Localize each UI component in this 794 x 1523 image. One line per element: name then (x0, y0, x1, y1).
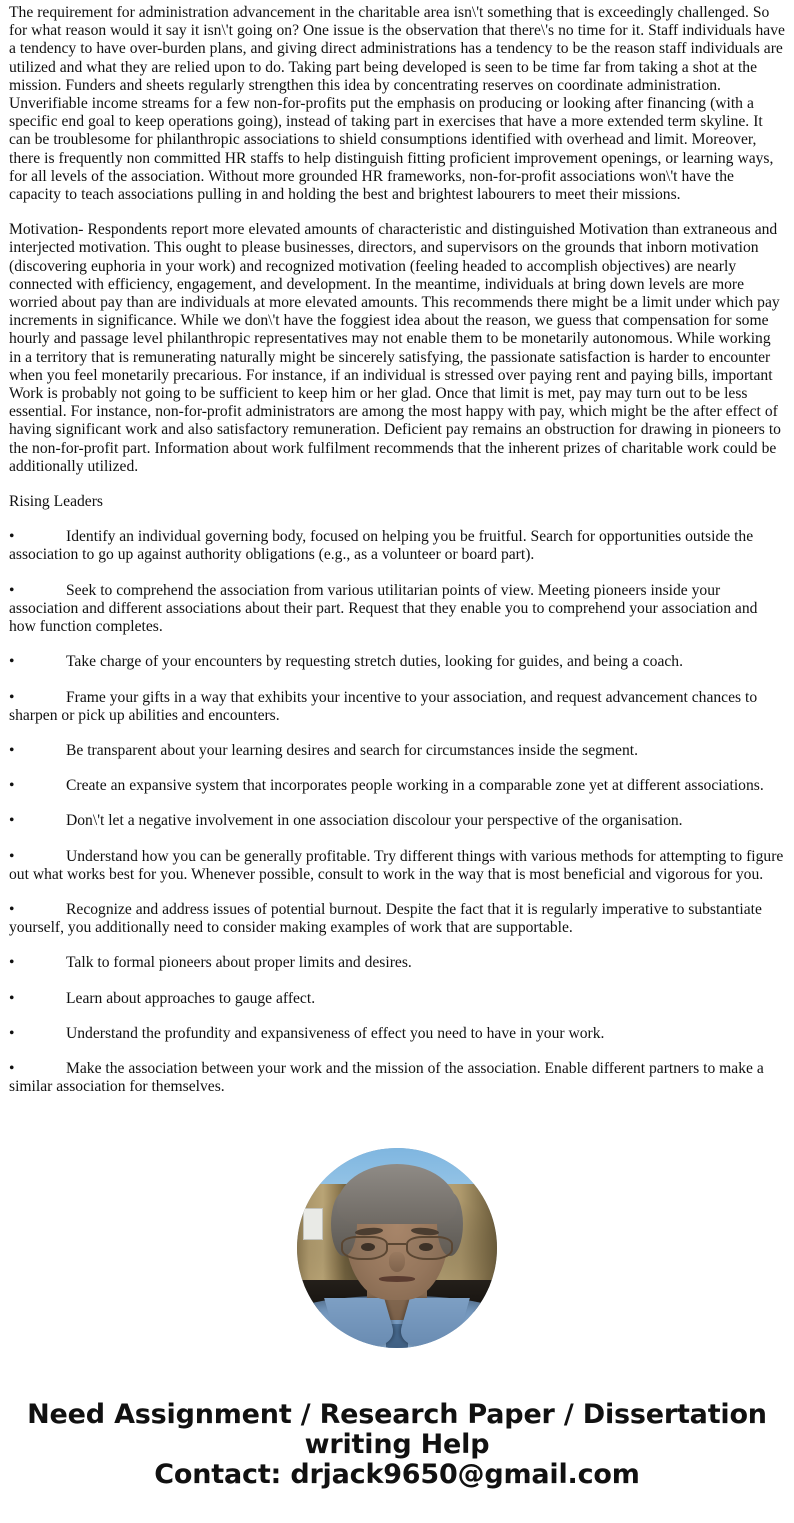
footer-line-2: writing Help (304, 1429, 490, 1461)
bullet-item-2 (9, 582, 785, 637)
bullet-text: Take charge of your encounters by requesting stretch duties, looking for guides, and being a coach. (66, 653, 683, 671)
photo-lens-right (406, 1236, 453, 1260)
bullet-item-5 (9, 742, 785, 760)
bullet-text: Make the association between your work and the mission of the association. Enable different partners to make a similar association for themselves. (9, 1059, 764, 1096)
bullet-text: Be transparent about your learning desires and search for circumstances inside the segment. (66, 741, 639, 759)
bullet-text: Seek to comprehend the association from various utilitarian points of view. Meeting pioneers inside your association and different associations about their part. Request that they enable you to comprehend your association and how function completes. (9, 581, 758, 636)
bullet-marker-icon: • (9, 528, 15, 546)
bullet-marker-icon: • (9, 581, 15, 599)
footer-headline (0, 1400, 794, 1490)
bullet-text: Understand the profundity and expansiveness of effect you need to have in your work. (66, 1024, 605, 1042)
bullet-marker-icon: • (9, 777, 15, 795)
bullet-text: Create an expansive system that incorporates people working in a comparable zone yet at different associations. (66, 777, 764, 795)
bullet-marker-icon: • (9, 989, 15, 1007)
bullet-item-7 (9, 812, 785, 830)
bullet-marker-icon: • (9, 900, 15, 918)
bullet-item-9 (9, 901, 785, 937)
bullet-item-1 (9, 528, 785, 564)
bullet-text: Learn about approaches to gauge affect. (66, 989, 316, 1007)
bullet-item-4 (9, 689, 785, 725)
bullet-marker-icon: • (9, 653, 15, 671)
bullet-marker-icon: • (9, 741, 15, 759)
bullet-text: Frame your gifts in a way that exhibits your incentive to your association, and request advancement chances to sharpen or pick up abilities and encounters. (9, 688, 758, 724)
photo-glasses-bridge (388, 1243, 406, 1245)
photo-mouth (379, 1276, 415, 1281)
bullet-text: Identify an individual governing body, focused on helping you be fruitful. Search for opportunities outside the association to go up against authority obligations (e.g., as a volunteer or board part). (9, 528, 754, 564)
bullet-marker-icon: • (9, 847, 15, 865)
bullet-item-13 (9, 1060, 785, 1096)
bullet-item-6 (9, 777, 785, 795)
author-photo-container (0, 1148, 794, 1348)
bullet-item-3 (9, 653, 785, 671)
bullet-marker-icon: • (9, 812, 15, 830)
footer-line-1: Need Assignment / Research Paper / Dissertation (27, 1399, 767, 1431)
photo-lens-left (341, 1236, 388, 1260)
bullet-marker-icon: • (9, 688, 15, 706)
section-heading-rising-leaders: Rising Leaders (9, 493, 103, 511)
bullet-item-8 (9, 848, 785, 884)
bullet-text: Don\'t let a negative involvement in one association discolour your perspective of the organisation. (66, 812, 683, 830)
bullet-marker-icon: • (9, 1059, 15, 1077)
bullet-text: Talk to formal pioneers about proper limits and desires. (66, 954, 412, 972)
footer-line-3-contact: Contact: drjack9650@gmail.com (154, 1459, 640, 1491)
paragraph-intro: The requirement for administration advancement in the charitable area isn\'t something that is exceedingly challenged. So for what reason would it say it isn\'t going on? One issue is the observation that there\'s no time for it. Staff individuals have a tendency to have over-burden plans, and giving direct administrations has a tendency to be the reason staff individuals are utilized and what they are relied upon to do. Taking part being developed is seen to be time far from taking a shot at the mission. Funders and sheets regularly strengthen this idea by concentrating reserves on coordinate administration. Unverifiable income streams for a few non-for-profits put the emphasis on producing or looking after financing (with a specific end goal to keep operations going), instead of taking part in exercises that have a more extended term skyline. It can be troublesome for philanthropic associations to shield consumptions identified with overhead and limit. Moreover, there is frequently non committed HR staffs to help distinguish fitting proficient improvement openings, or learning ways, for all levels of the association. Without more grounded HR frameworks, non-for-profit associations won\'t have the capacity to teach associations pulling in and holding the best and brightest labourers to meet their missions. (9, 4, 785, 204)
bullet-item-11 (9, 990, 785, 1008)
avatar (297, 1148, 497, 1348)
bullet-item-10 (9, 954, 785, 972)
paragraph-motivation: Motivation- Respondents report more elevated amounts of characteristic and distinguished Motivation than extraneous and interjected motivation. This ought to please businesses, directors, and supervisors on the grounds that inborn motivation (discovering euphoria in your work) and recognized motivation (feeling headed to accomplish objectives) are nearly connected with efficiency, engagement, and development. In the meantime, individuals at bring down levels are more worried about pay than are individuals at more elevated amounts. This recommends there might be a limit under which pay increments in significance. While we don\'t have the foggiest idea about the reason, we guess that compensation for some hourly and passage level philanthropic representatives may not enable them to be monetarily autonomous. While working in a territory that is remunerating naturally might be sincerely satisfying, the passionate satisfaction is harder to encounter when you feel monetarily precarious. For instance, if an individual is stressed over paying rent and paying bills, important Work is probably not going to be sufficient to keep him or her glad. Once that limit is met, pay may turn out to be less essential. For instance, non-for-profit administrators are among the most happy with pay, which might be the after effect of having significant work and also satisfactory remuneration. Deficient pay remains an obstruction for drawing in pioneers to the non-for-profit part. Information about work fulfilment recommends that the inherent prizes of charitable work could be additionally utilized. (9, 221, 781, 475)
photo-wall-switch (303, 1208, 323, 1240)
bullet-marker-icon: • (9, 954, 15, 972)
bullet-marker-icon: • (9, 1024, 15, 1042)
bullet-text: Understand how you can be generally profitable. Try different things with various methods for attempting to figure out what works best for you. Whenever possible, consult to work in the way that is most beneficial and vigorous for you. (9, 847, 784, 883)
bullet-text: Recognize and address issues of potential burnout. Despite the fact that it is regularly imperative to substantiate yourself, you additionally need to consider making examples of work that are supportable. (9, 900, 762, 937)
bullet-item-12 (9, 1025, 785, 1043)
